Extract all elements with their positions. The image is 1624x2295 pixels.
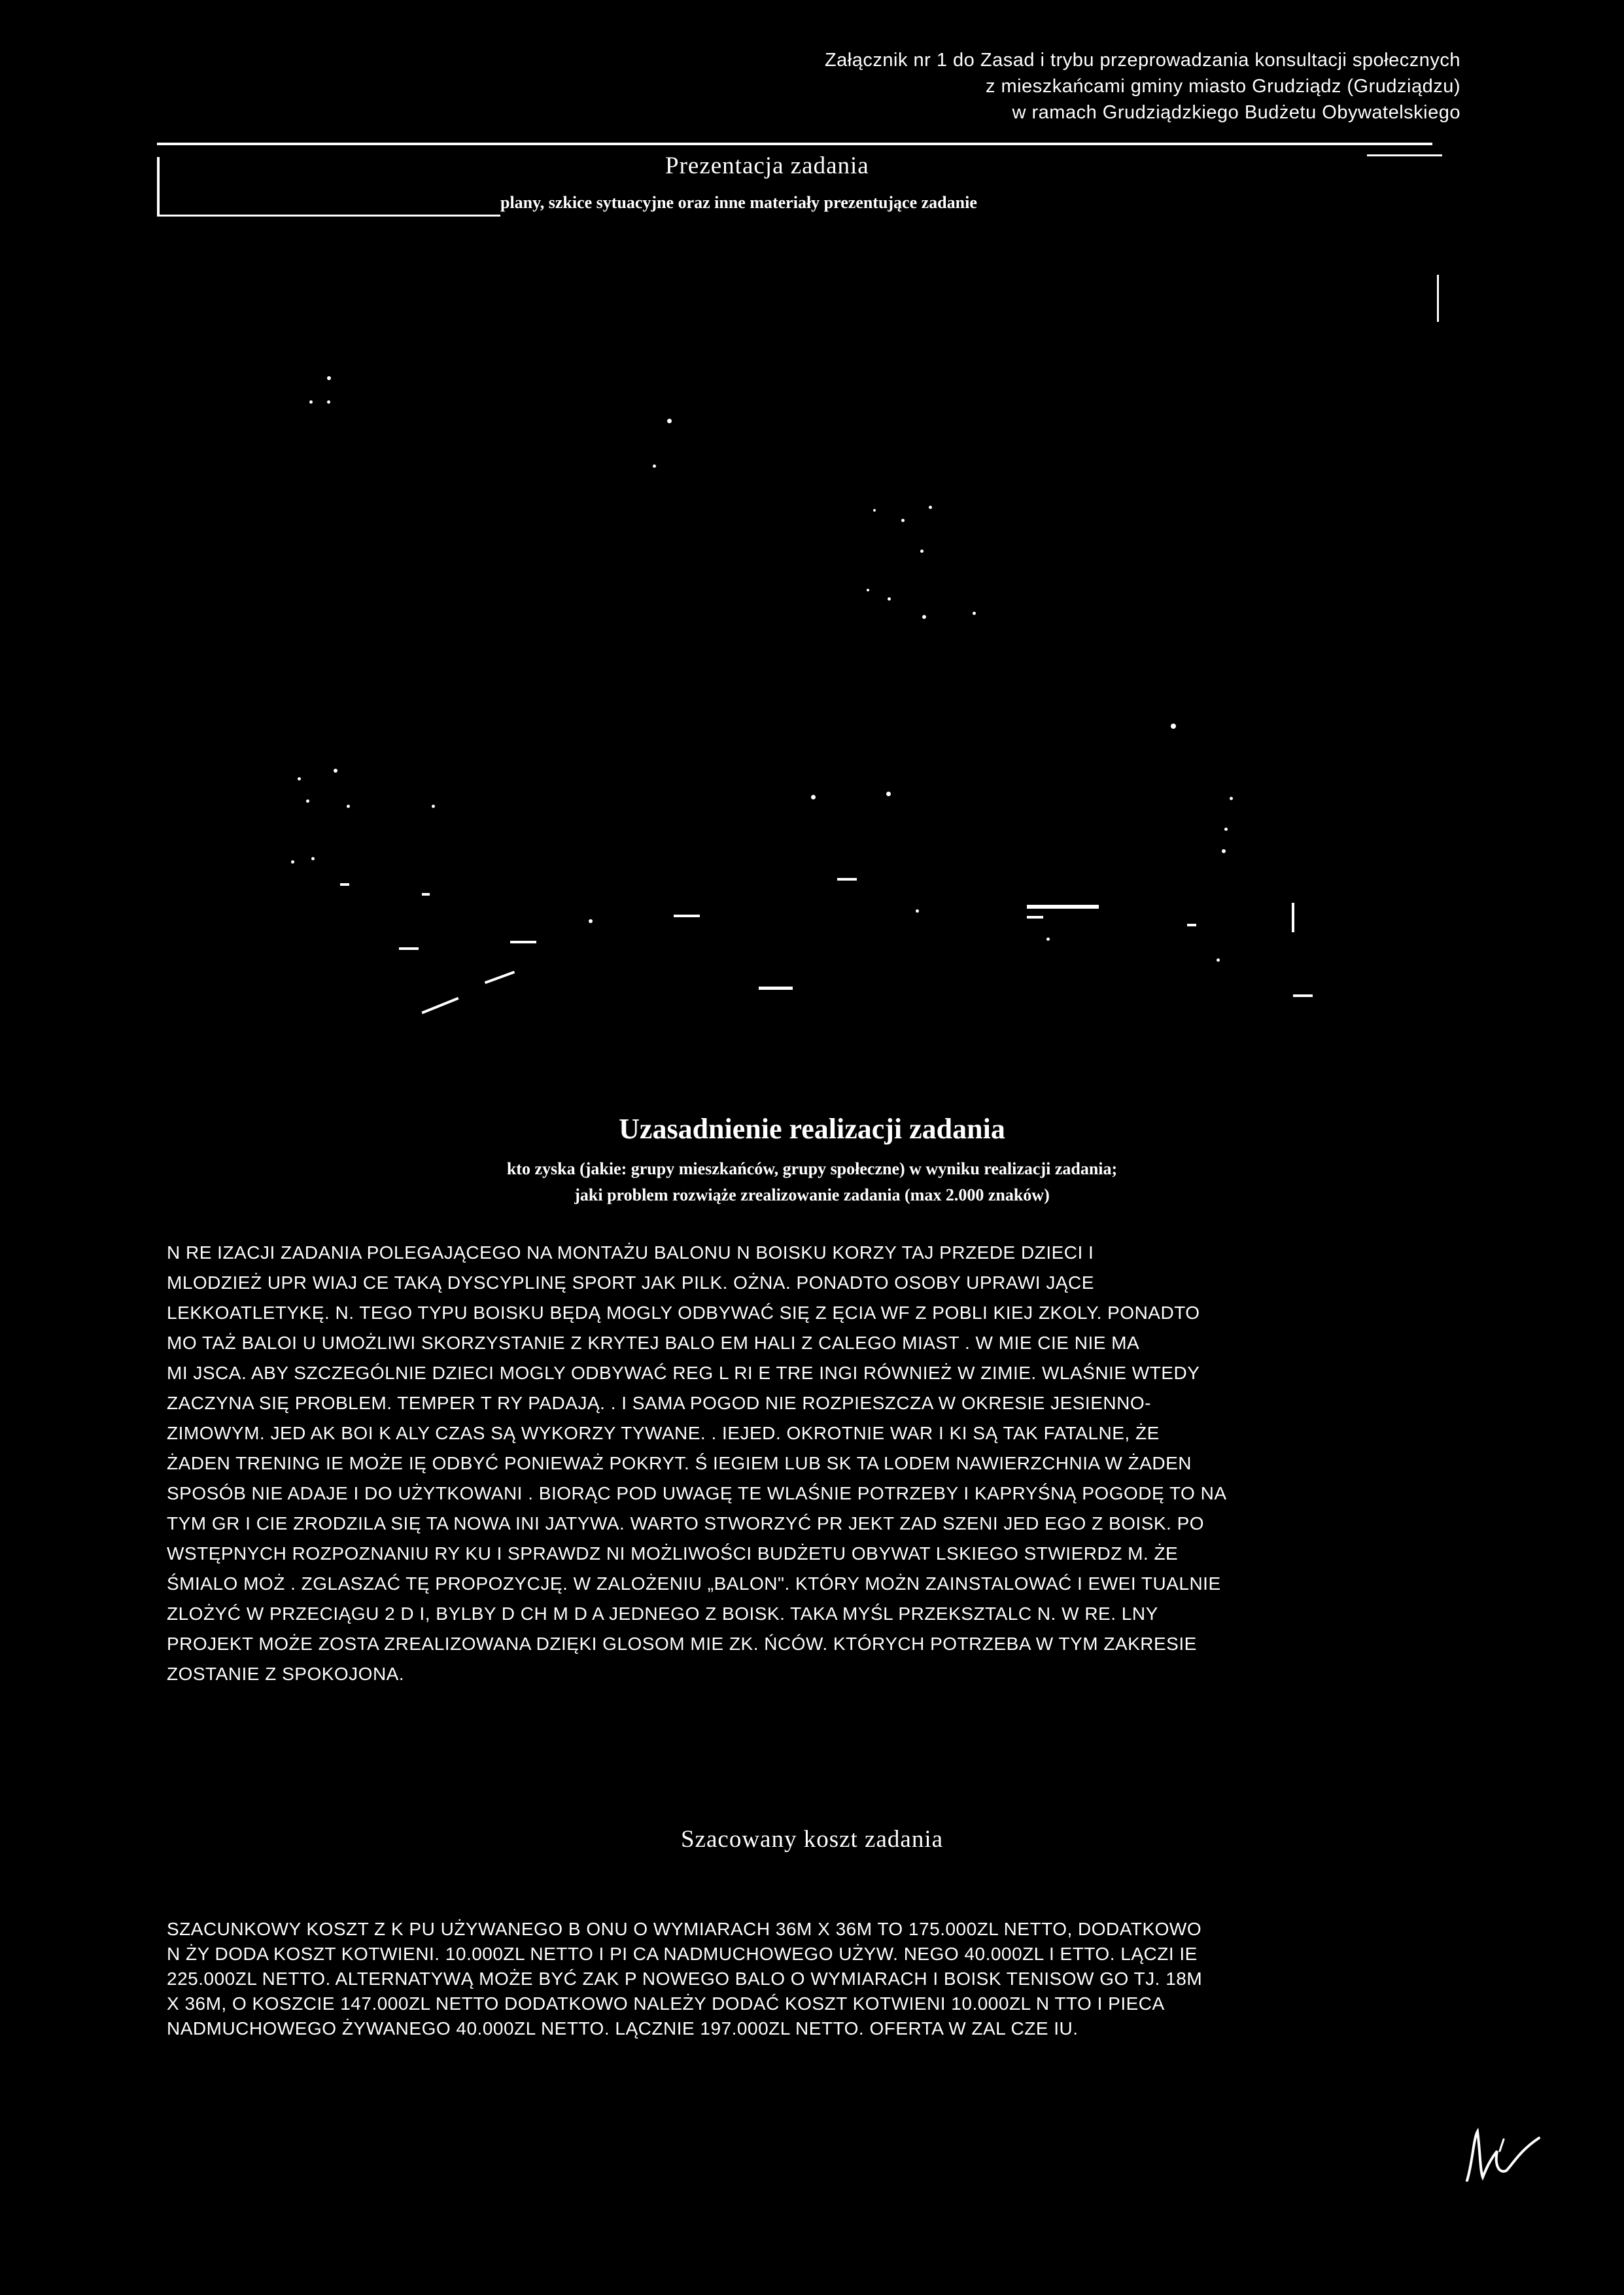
scan-speck (311, 857, 315, 860)
scan-speck (929, 506, 932, 509)
scan-speck (653, 464, 656, 468)
justification-line: MLODZIEŻ UPR WIAJ CE TAKĄ DYSCYPLINĘ SPORT JAK PILK. OŻNA. PONADTO OSOBY UPRAWI JĄCE (167, 1272, 1094, 1293)
scan-speck (916, 909, 919, 913)
scan-speck (873, 509, 876, 512)
justification-line: ZLOŻYĆ W PRZECIĄGU 2 D I, BYLBY D CH M D A JEDNEGO Z BOISK. TAKA MYŚL PRZEKSZTALC N. W RE. LNY (167, 1603, 1158, 1624)
scan-speck (327, 376, 331, 380)
scan-mark (1293, 994, 1313, 997)
scan-speck (667, 419, 672, 423)
justification-line: ŚMIALO MOŻ . ZGLASZAĆ TĘ PROPOZYCJĘ. W ZALOŻENIU „BALON". KTÓRY MOŻN ZAINSTALOWAĆ I EWEI TUALNIE (167, 1573, 1221, 1594)
cost-line: N ŻY DODA KOSZT KOTWIENI. 10.000ZL NETTO I PI CA NADMUCHOWEGO UŻYW. NEGO 40.000ZL I ETTO. LĄCZI IE (167, 1944, 1198, 1964)
cost-line: SZACUNKOWY KOSZT Z K PU UŻYWANEGO B ONU O WYMIARACH 36M X 36M TO 175.000ZL NETTO, DODATKOWO (167, 1919, 1202, 1939)
justification-caption-1: kto zyska (jakie: grupy mieszkańców, grupy społeczne) w wyniku realizacji zadania; (506, 1159, 1118, 1178)
presentation-image-area (157, 249, 1452, 1053)
justification-line: TYM GR I CIE ZRODZILA SIĘ TA NOWA INI JATYWA. WARTO STWORZYĆ PR JEKT ZAD SZENI JED EGO Z BOISK. PO (167, 1513, 1205, 1533)
justification-line: WSTĘPNYCH ROZPOZNANIU RY KU I SPRAWDZ NI MOŻLIWOŚCI BUDŻETU OBYWAT LSKIEGO STWIERDZ M. ŻE (167, 1543, 1179, 1564)
scan-mark (399, 947, 419, 950)
scan-speck (432, 805, 435, 808)
scan-speck (888, 597, 891, 601)
scan-speck (920, 550, 924, 553)
justification-line: SPOSÓB NIE ADAJE I DO UŻYTKOWANI . BIORĄC POD UWAGĘ TE WLAŚNIE POTRZEBY I KAPRYŚNĄ POGODĘ TO NA (167, 1483, 1227, 1503)
presentation-box-rule (157, 215, 500, 217)
scan-speck (1171, 724, 1176, 729)
presentation-title: Prezentacja zadania (665, 152, 869, 179)
justification-line: ŻADEN TRENING IE MOŻE IĘ ODBYĆ PONIEWAŻ POKRYT. Ś IEGIEM LUB SK TA LODEM NAWIERZCHNIA W ŻADEN (167, 1453, 1192, 1473)
document-header (479, 47, 1460, 126)
header-line-1: Załącznik nr 1 do Zasad i trybu przeprowadzania konsultacji społecznych (824, 50, 1460, 71)
scan-speck (347, 805, 350, 808)
scan-speck (867, 589, 869, 591)
handwritten-signature (1460, 2125, 1552, 2184)
justification-title: Uzasadnienie realizacji zadania (619, 1113, 1005, 1145)
scan-mark (759, 987, 793, 990)
scan-speck (327, 400, 330, 404)
scan-mark (340, 883, 349, 886)
scan-speck (922, 615, 926, 619)
scan-mark (1027, 905, 1099, 909)
scan-speck (291, 860, 294, 864)
scan-speck (309, 400, 313, 404)
scan-mark (421, 997, 458, 1014)
justification-line: LEKKOATLETYKĘ. N. TEGO TYPU BOISKU BĘDĄ MOGLY ODBYWAĆ SIĘ Z ĘCIA WF Z POBLI KIEJ ZKOLY. PONADTO (167, 1303, 1200, 1323)
scan-speck (589, 919, 593, 923)
scan-mark (1187, 924, 1196, 926)
cost-line: 225.000ZL NETTO. ALTERNATYWĄ MOŻE BYĆ ZAK P NOWEGO BALO O WYMIARACH I BOISK TENISOW GO TJ. 18M (167, 1969, 1203, 1989)
justification-line: ZIMOWYM. JED AK BOI K ALY CZAS SĄ WYKORZY TYWANE. . IEJED. OKROTNIE WAR I KI SĄ TAK FATALNE, ŻE (167, 1423, 1160, 1443)
justification-line: MI JSCA. ABY SZCZEGÓLNIE DZIECI MOGLY ODBYWAĆ REG L RI E TRE INGI RÓWNIEŻ W ZIMIE. WLAŚNIE WTEDY (167, 1363, 1200, 1383)
justification-line: PROJEKT MOŻE ZOSTA ZREALIZOWANA DZIĘKI GLOSOM MIE ZK. ŃCÓW. KTÓRYCH POTRZEBA W TYM ZAKRESIE (167, 1634, 1197, 1654)
scan-speck (886, 792, 891, 796)
scan-speck (1222, 849, 1226, 853)
scan-speck (1224, 828, 1228, 831)
scan-speck (334, 769, 337, 773)
header-rule-right (1367, 154, 1442, 156)
presentation-box-right-edge (1437, 275, 1439, 322)
justification-caption-2: jaki problem rozwiąże zrealizowanie zadania (max 2.000 znaków) (574, 1185, 1050, 1204)
scan-mark (422, 893, 430, 896)
justification-line: ZOSTANIE Z SPOKOJONA. (167, 1664, 405, 1684)
scan-speck (811, 795, 816, 799)
scan-mark (485, 971, 515, 984)
cost-line: NADMUCHOWEGO ŻYWANEGO 40.000ZL NETTO. LĄCZNIE 197.000ZL NETTO. OFERTA W ZAL CZE IU. (167, 2018, 1079, 2039)
cost-text (167, 1917, 1429, 2041)
justification-text (167, 1238, 1429, 1689)
scan-speck (901, 519, 905, 522)
presentation-box-left-edge (157, 157, 160, 216)
header-line-2: z mieszkańcami gminy miasto Grudziądz (Grudziądzu) (985, 76, 1460, 97)
cost-line: X 36M, O KOSZCIE 147.000ZL NETTO DODATKOWO NALEŻY DODAĆ KOSZT KOTWIENI 10.000ZL N TTO I PIECA (167, 1993, 1165, 2014)
scan-mark (1027, 916, 1043, 919)
header-rule (157, 143, 1432, 145)
scan-speck (1217, 958, 1220, 962)
scan-speck (1230, 797, 1233, 800)
scan-speck (1046, 937, 1050, 941)
scan-mark (1292, 903, 1294, 932)
scan-mark (510, 941, 536, 943)
header-line-3: w ramach Grudziądzkiego Budżetu Obywatelskiego (1012, 102, 1460, 123)
scan-mark (674, 915, 700, 917)
cost-title: Szacowany koszt zadania (680, 1826, 944, 1853)
scan-speck (973, 612, 976, 615)
scan-speck (306, 799, 309, 803)
justification-line: ZACZYNA SIĘ PROBLEM. TEMPER T RY PADAJĄ. . I SAMA POGOD NIE ROZPIESZCZA W OKRESIE JESIENNO- (167, 1393, 1151, 1413)
justification-line: N RE IZACJI ZADANIA POLEGAJĄCEGO NA MONTAŻU BALONU N BOISKU KORZY TAJ PRZEDE DZIECI I (167, 1242, 1094, 1263)
scan-speck (298, 777, 301, 780)
presentation-caption: plany, szkice sytuacyjne oraz inne materiały prezentujące zadanie (500, 193, 977, 212)
justification-line: MO TAŻ BALOI U UMOŻLIWI SKORZYSTANIE Z KRYTEJ BALO EM HALI Z CALEGO MIAST . W MIE CIE NIE MA (167, 1333, 1140, 1353)
scan-mark (837, 878, 857, 881)
